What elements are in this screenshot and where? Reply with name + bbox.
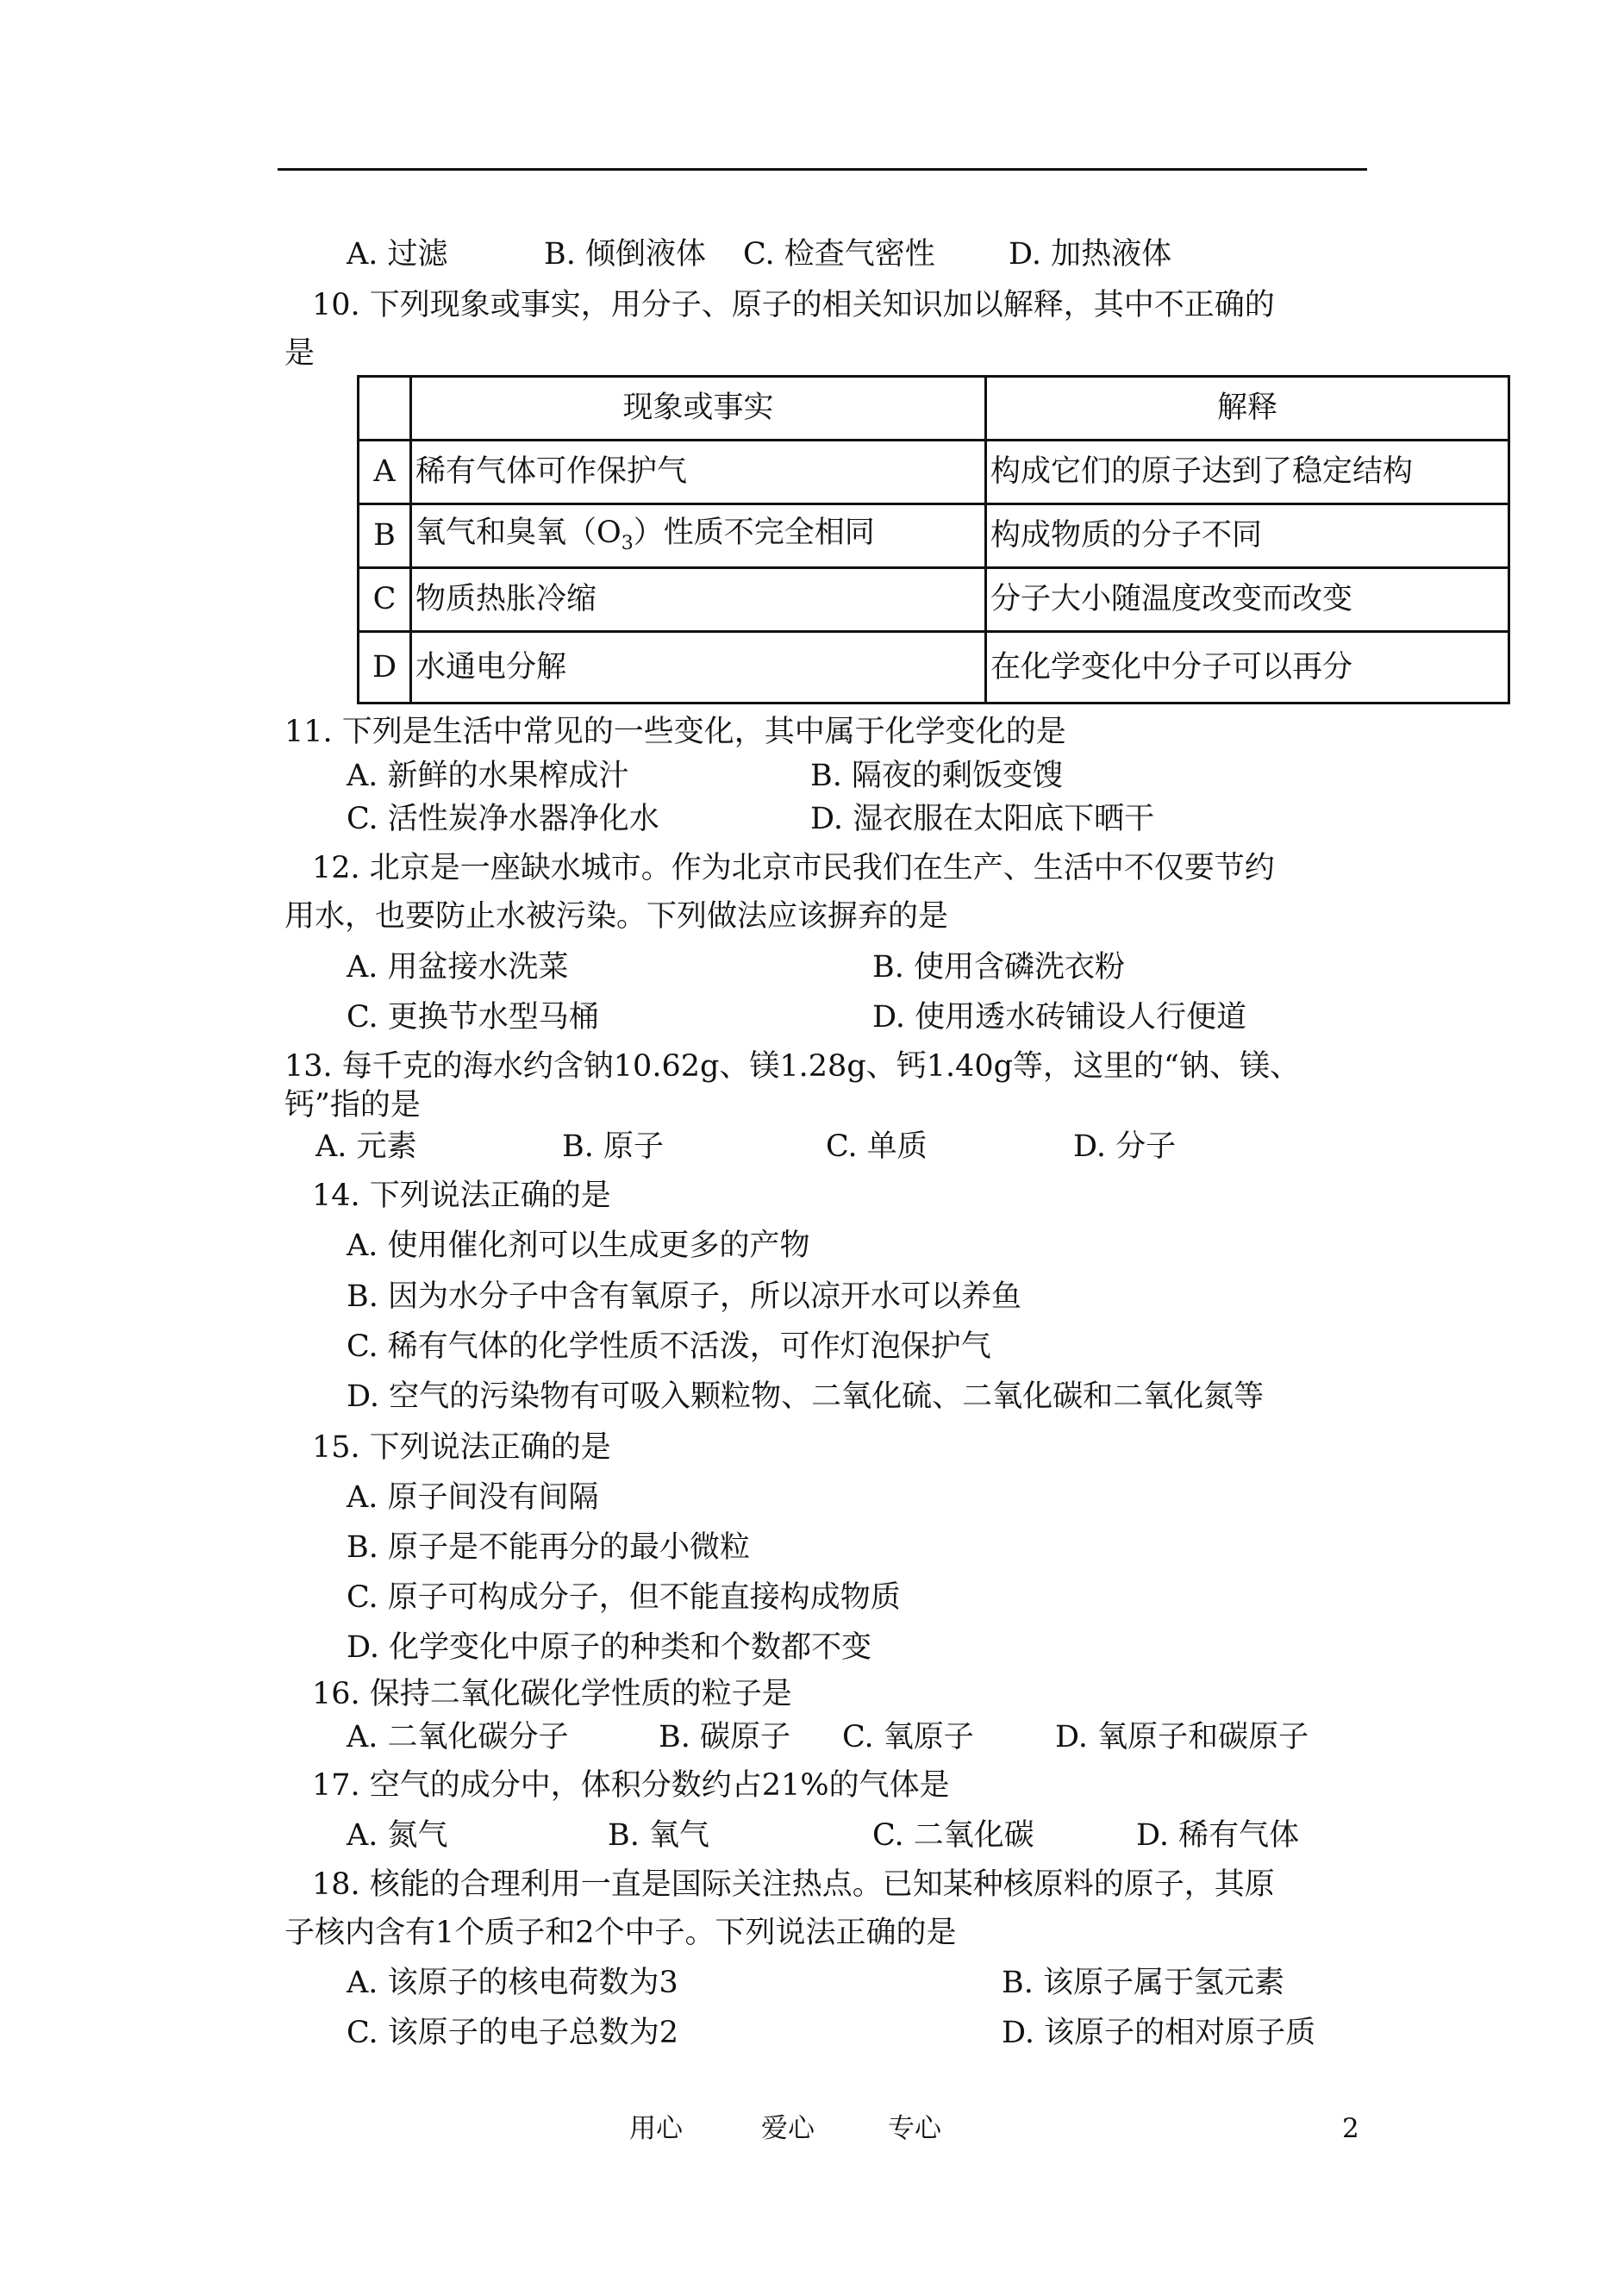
- footer-motto-3: 专心: [888, 2113, 941, 2144]
- row-label: C: [359, 568, 411, 632]
- q18-option-c: C. 该原子的电子总数为2: [347, 2016, 679, 2050]
- q17-option-c: C. 二氧化碳: [872, 1818, 1034, 1853]
- q11-option-b: B. 隔夜的剩饭变馊: [810, 759, 1063, 793]
- header-rule: [278, 168, 1367, 171]
- q15-option-c: C. 原子可构成分子，但不能直接构成物质: [347, 1580, 901, 1615]
- q18-stem-line1: 18. 核能的合理利用一直是国际关注热点。已知某种核原料的原子，其原: [312, 1867, 1275, 1902]
- footer-motto-2: 爱心: [761, 2113, 815, 2144]
- q9-option-c: C. 检查气密性: [743, 237, 935, 272]
- table-row: [359, 632, 1509, 704]
- q10-stem-line2: 是: [284, 336, 315, 371]
- q17-option-a: A. 氮气: [347, 1818, 448, 1853]
- table-header-explain: 解释: [986, 377, 1509, 441]
- q12-option-d: D. 使用透水砖铺设人行便道: [872, 1000, 1247, 1035]
- q18-option-a: A. 该原子的核电荷数为3: [347, 1966, 678, 2000]
- row-fact-post: ）性质不完全相同: [633, 516, 875, 550]
- q12-option-a: A. 用盆接水洗菜: [347, 950, 569, 985]
- row-explain: 构成物质的分子不同: [986, 504, 1509, 568]
- q14-option-a: A. 使用催化剂可以生成更多的产物: [347, 1229, 810, 1263]
- q13-option-b: B. 原子: [562, 1129, 664, 1164]
- row-fact: 物质热胀冷缩: [411, 568, 986, 632]
- q16-option-a: A. 二氧化碳分子: [347, 1720, 569, 1754]
- q12-option-b: B. 使用含磷洗衣粉: [872, 950, 1125, 985]
- table-row: [359, 568, 1509, 632]
- q14-option-c: C. 稀有气体的化学性质不活泼，可作灯泡保护气: [347, 1329, 991, 1364]
- q12-stem-line1: 12. 北京是一座缺水城市。作为北京市民我们在生产、生活中不仅要节约: [312, 851, 1275, 885]
- q15-option-a: A. 原子间没有间隔: [347, 1480, 599, 1515]
- row-explain: 在化学变化中分子可以再分: [986, 632, 1509, 704]
- q12-option-c: C. 更换节水型马桶: [347, 1000, 599, 1035]
- q18-option-d: D. 该原子的相对原子质: [1002, 2016, 1316, 2050]
- table-header-fact: 现象或事实: [411, 377, 986, 441]
- row-fact-subscript: 3: [621, 533, 634, 554]
- row-explain: 分子大小随温度改变而改变: [986, 568, 1509, 632]
- q11-option-d: D. 湿衣服在太阳底下晒干: [810, 802, 1155, 836]
- q11-option-a: A. 新鲜的水果榨成汁: [347, 759, 629, 793]
- q13-option-a: A. 元素: [315, 1129, 417, 1164]
- q12-stem-line2: 用水，也要防止水被污染。下列做法应该摒弃的是: [284, 899, 949, 934]
- q18-option-b: B. 该原子属于氢元素: [1002, 1966, 1284, 2000]
- q10-table: [357, 375, 1510, 704]
- q14-stem: 14. 下列说法正确的是: [312, 1179, 611, 1213]
- row-explain: 构成它们的原子达到了稳定结构: [986, 441, 1509, 504]
- row-fact-pre: 氧气和臭氧（O: [415, 516, 621, 550]
- row-label: A: [359, 441, 411, 504]
- q14-option-d: D. 空气的污染物有可吸入颗粒物、二氧化硫、二氧化碳和二氧化氮等: [347, 1379, 1265, 1414]
- row-fact: 稀有气体可作保护气: [411, 441, 986, 504]
- q16-option-d: D. 氧原子和碳原子: [1055, 1720, 1309, 1754]
- q9-option-a: A. 过滤: [347, 237, 448, 272]
- row-label: D: [359, 632, 411, 704]
- table-header-blank: [359, 377, 411, 441]
- row-fact: 水通电分解: [411, 632, 986, 704]
- q11-option-c: C. 活性炭净水器净化水: [347, 802, 659, 836]
- q15-stem: 15. 下列说法正确的是: [312, 1430, 611, 1465]
- footer-motto-1: 用心: [629, 2113, 683, 2144]
- q10-stem-line1: 10. 下列现象或事实，用分子、原子的相关知识加以解释，其中不正确的: [312, 288, 1275, 322]
- q13-option-d: D. 分子: [1073, 1129, 1177, 1164]
- q9-option-b: B. 倾倒液体: [544, 237, 706, 272]
- row-fact: [411, 504, 986, 568]
- q15-option-d: D. 化学变化中原子的种类和个数都不变: [347, 1630, 872, 1665]
- q17-option-d: D. 稀有气体: [1136, 1818, 1300, 1853]
- q16-option-b: B. 碳原子: [659, 1720, 790, 1754]
- q16-stem: 16. 保持二氧化碳化学性质的粒子是: [312, 1677, 792, 1711]
- q13-stem-line1: 13. 每千克的海水约含钠10.62g、镁1.28g、钙1.40g等，这里的“钠、镁、: [284, 1049, 1300, 1084]
- row-label: B: [359, 504, 411, 568]
- q16-option-c: C. 氧原子: [842, 1720, 974, 1754]
- table-row: [359, 441, 1509, 504]
- q17-option-b: B. 氧气: [608, 1818, 709, 1853]
- table-row: [359, 504, 1509, 568]
- q14-option-b: B. 因为水分子中含有氧原子，所以凉开水可以养鱼: [347, 1279, 1021, 1314]
- q13-stem-line2: 钙”指的是: [284, 1088, 421, 1122]
- q17-stem: 17. 空气的成分中，体积分数约占21%的气体是: [312, 1768, 950, 1803]
- q18-stem-line2: 子核内含有1个质子和2个中子。下列说法正确的是: [284, 1916, 957, 1950]
- table-header-row: [359, 377, 1509, 441]
- q15-option-b: B. 原子是不能再分的最小微粒: [347, 1530, 750, 1565]
- q9-option-d: D. 加热液体: [1009, 237, 1172, 272]
- page-number: 2: [1342, 2113, 1359, 2144]
- q11-stem: 11. 下列是生活中常见的一些变化，其中属于化学变化的是: [284, 715, 1066, 749]
- q13-option-c: C. 单质: [826, 1129, 928, 1164]
